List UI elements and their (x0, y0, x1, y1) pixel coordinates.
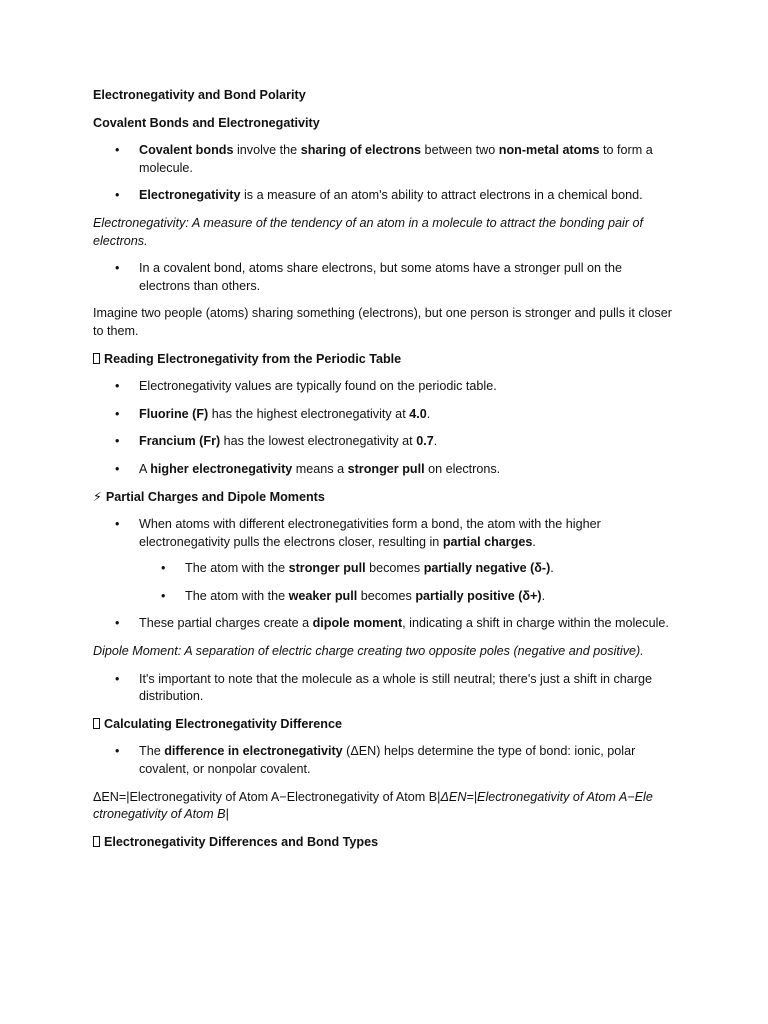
text: These partial charges create a (139, 616, 313, 631)
periodic-bullet-list (93, 378, 672, 478)
bold-text: stronger pull (288, 561, 366, 576)
text: . (532, 534, 536, 549)
text: on electrons. (424, 461, 501, 476)
partial-bullet-list-2 (93, 671, 672, 706)
definition-dipole-moment: Dipole Moment: A separation of electric charge creating two opposite poles (negative and positive). (93, 644, 644, 659)
text: . (550, 561, 554, 576)
list-item (93, 615, 672, 633)
box-glyph-icon (93, 718, 100, 729)
list-item: • In a covalent bond, atoms share electrons, but some atoms have a stronger pull on the electrons than others. (93, 260, 672, 295)
list-item (93, 187, 672, 205)
section-heading-periodic (93, 351, 672, 369)
definition-electronegativity: Electronegativity: A measure of the tendency of an atom in a molecule to attract the bonding pair of electrons. (93, 215, 644, 248)
bold-text: Covalent bonds (139, 143, 234, 158)
bold-text: Francium (Fr) (139, 434, 221, 449)
text: (ΔEN) helps determine the type of bond: ionic, polar covalent, or nonpolar covalent. (139, 744, 636, 777)
text: The (139, 744, 165, 759)
text: has the lowest electronegativity at (220, 434, 417, 449)
document-title: Electronegativity and Bond Polarity (93, 88, 306, 102)
list-item (93, 433, 672, 451)
section-heading-covalent: Covalent Bonds and Electronegativity (93, 115, 320, 130)
analogy-paragraph: Imagine two people (atoms) sharing something (electrons), but one person is stronger and pulls it closer to them. (93, 306, 672, 338)
text: becomes (365, 561, 424, 576)
covalent-bullet-list (93, 142, 672, 205)
list-item (93, 516, 672, 605)
section-heading-partial (93, 489, 672, 507)
text: to form a molecule. (139, 143, 653, 175)
text: . (426, 406, 431, 421)
text: When atoms with different electronegativities form a bond, the atom with the higher electronegativity pulls the electrons closer, resulting in (139, 517, 601, 549)
text: . (541, 588, 546, 603)
covalent-bullet-list-2 (93, 260, 672, 295)
heading-text: Electronegativity Differences and Bond Types (104, 834, 379, 849)
bold-text: 0.7 (416, 434, 434, 449)
text: has the highest electronegativity at (208, 406, 410, 421)
list-item (93, 743, 672, 778)
partial-bullet-list (93, 516, 672, 633)
sub-list-item (139, 588, 672, 606)
bold-text: partially positive (δ+) (415, 588, 542, 603)
text: is a measure of an atom's ability to attract electrons in a chemical bond. (240, 188, 643, 203)
bold-text: Fluorine (F) (139, 406, 209, 421)
bold-text: stronger pull (347, 461, 425, 476)
bold-text: higher electronegativity (150, 461, 293, 476)
bold-text: partial charges (442, 534, 533, 549)
calc-bullet-list (93, 743, 672, 778)
text: . (433, 434, 438, 449)
list-item (93, 142, 672, 177)
bold-text: sharing of electrons (300, 143, 422, 158)
bold-text: weaker pull (288, 588, 358, 603)
text: between two (421, 143, 499, 158)
text: The atom with the (185, 588, 289, 603)
lightning-icon: ⚡ (93, 489, 102, 504)
section-heading-calc (93, 716, 672, 734)
formula-plain: ΔEN=|Electronegativity of Atom A−Electronegativity of Atom B| (93, 789, 441, 804)
bold-text: non-metal atoms (498, 143, 600, 158)
text: involve the (233, 143, 301, 158)
text: , indicating a shift in charge within the molecule. (402, 616, 669, 631)
formula-line (93, 789, 672, 824)
box-glyph-icon (93, 353, 100, 364)
box-glyph-icon (93, 836, 100, 847)
formula-italic: ΔEN=|Electronegativity of Atom A−Ele ctronegativity of Atom B| (93, 789, 653, 822)
heading-text: Partial Charges and Dipole Moments (105, 489, 325, 504)
text: means a (292, 461, 348, 476)
bold-text: dipole moment (312, 616, 403, 631)
heading-text: Reading Electronegativity from the Periodic Table (104, 351, 402, 366)
bold-text: partially negative (δ-) (423, 561, 551, 576)
list-item: • It's important to note that the molecule as a whole is still neutral; there's just a shift in charge distribution. (93, 671, 672, 706)
list-item (93, 461, 672, 479)
list-item (93, 406, 672, 424)
heading-text: Calculating Electronegativity Difference (104, 716, 342, 731)
list-item: • Electronegativity values are typically found on the periodic table. (93, 378, 672, 396)
partial-sub-list (139, 560, 672, 605)
bold-text: Electronegativity (139, 188, 241, 203)
bold-text: 4.0 (409, 406, 427, 421)
bold-text: difference in electronegativity (164, 744, 343, 759)
text: becomes (357, 588, 416, 603)
sub-list-item (139, 560, 672, 578)
section-heading-bondtypes (93, 834, 672, 852)
text: The atom with the (185, 561, 289, 576)
text: A (139, 461, 151, 476)
